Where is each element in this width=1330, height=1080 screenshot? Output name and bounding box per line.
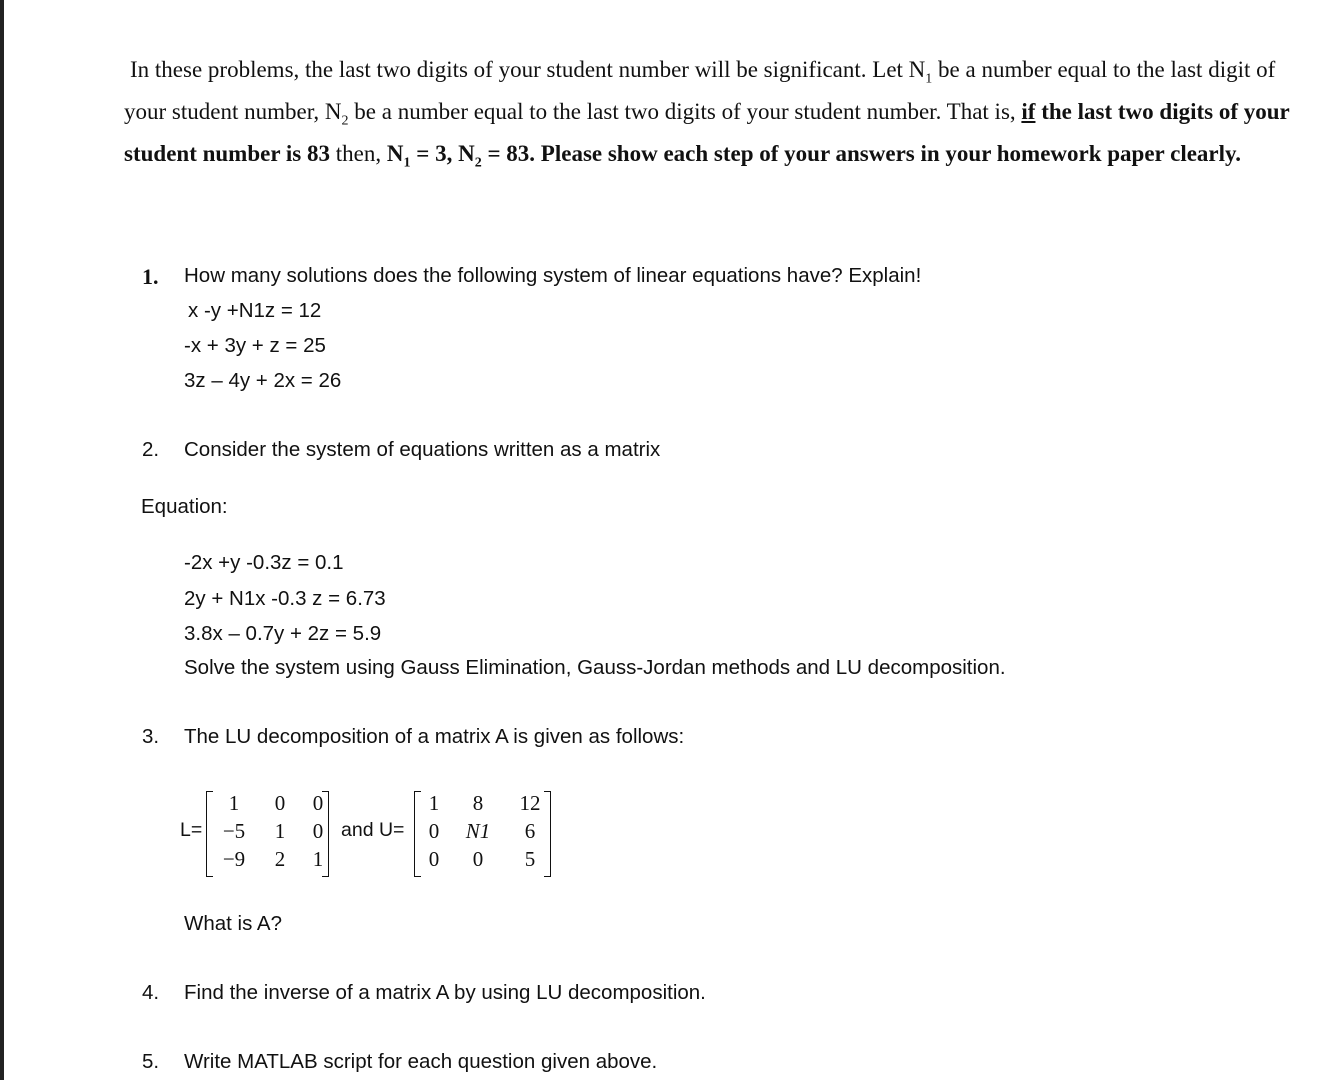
matrix-U-cell: 12	[519, 791, 541, 815]
q1-text: How many solutions does the following system of linear equations have? Explain!	[184, 264, 922, 287]
matrix-U-label: and U=	[341, 819, 405, 841]
matrix-L-label: L=	[180, 819, 203, 841]
q5-number: 5.	[142, 1050, 160, 1073]
matrix-U-cell: 5	[524, 847, 536, 871]
q4-number: 4.	[142, 981, 160, 1004]
q1-equation-2: -x + 3y + z = 25	[184, 334, 326, 357]
matrix-U-cell: N1	[465, 819, 491, 843]
q5-text: Write MATLAB script for each question given above.	[184, 1050, 658, 1073]
q3-question: What is A?	[184, 912, 282, 935]
q2-text: Consider the system of equations written as a matrix	[184, 438, 661, 461]
matrix-L-cell: 0	[312, 819, 324, 843]
matrix-L-cell: 1	[228, 791, 240, 815]
matrix-L-cell: 1	[274, 819, 286, 843]
q2-equation-2: 2y + N1x -0.3 z = 6.73	[184, 587, 386, 610]
matrix-L-cell: 0	[312, 791, 324, 815]
q1-equation-1: x -y +N1z = 12	[188, 299, 322, 322]
q3-text: The LU decomposition of a matrix A is given as follows:	[184, 725, 685, 748]
q2-equation-label: Equation:	[141, 495, 228, 518]
matrix-U-cell: 6	[524, 819, 536, 843]
page-left-edge	[0, 0, 4, 1080]
matrix-U-cell: 0	[428, 819, 440, 843]
matrix-U-cell: 0	[428, 847, 440, 871]
matrix-U	[414, 791, 554, 877]
matrix-L	[206, 791, 336, 877]
q2-equation-1: -2x +y -0.3z = 0.1	[184, 551, 344, 574]
intro-paragraph: In these problems, the last two digits of your student number will be significant. Let $N_1$ be a number equal to the last digit of your student number, $N_2$ be a number equal to the last two digits of your student number. That is, if the last two digits of your student number is 83 then, $N_1 = 3$, $N_2 = 83$. Please show each step of your answers in your homework paper clearly.	[124, 57, 1290, 171]
q2-number: 2.	[142, 438, 160, 461]
matrix-L-cell: 1	[312, 847, 324, 871]
q2-equation-3: 3.8x – 0.7y + 2z = 5.9	[184, 622, 382, 645]
q4-text: Find the inverse of a matrix A by using LU decomposition.	[184, 981, 706, 1004]
matrix-U-cell: 0	[472, 847, 484, 871]
q2-instruction: Solve the system using Gauss Elimination, Gauss-Jordan methods and LU decomposition.	[184, 656, 1006, 679]
matrix-L-cell: −5	[222, 819, 246, 843]
matrix-L-cell: 2	[274, 847, 286, 871]
matrix-U-cell: 1	[428, 791, 440, 815]
q3-number: 3.	[142, 725, 160, 748]
q1-number: 1.	[142, 264, 159, 289]
matrix-U-cell: 8	[472, 791, 484, 815]
matrix-L-cell: 0	[274, 791, 286, 815]
matrix-L-cell: −9	[222, 847, 246, 871]
q1-equation-3: 3z – 4y + 2x = 26	[184, 369, 342, 392]
